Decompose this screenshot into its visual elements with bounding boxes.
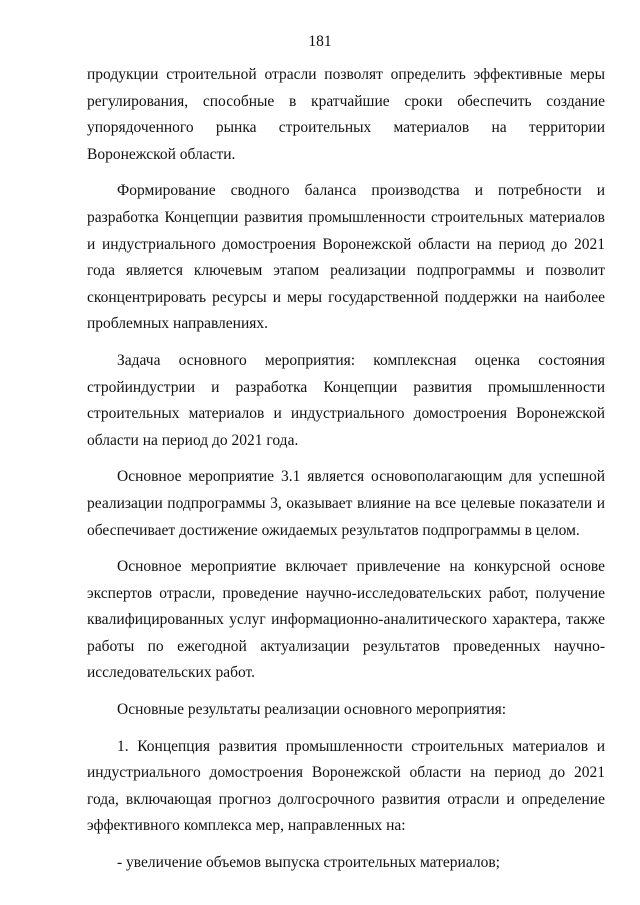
paragraph-measure-3-1: Основное мероприятие 3.1 является основополагающим для успешной реализации подпрограммы 3, оказывает влияние на все целевые показатели и обеспечивает достижение ожидаемых результатов подпрограммы в целом. bbox=[87, 468, 605, 539]
paragraph-main-task: Задача основного мероприятия: комплексная оценка состояния стройиндустрии и разработка Концепции развития промышленности строительных материалов и индустриального домостроения Воронежской области на период до 2021 года. bbox=[87, 351, 605, 449]
page-number: 181 bbox=[308, 33, 332, 50]
list-item-increase-output: - увеличение объемов выпуска строительных материалов; bbox=[117, 854, 500, 872]
document-body bbox=[87, 62, 605, 877]
list-item-concept: 1. Концепция развития промышленности строительных материалов и индустриального домостроения Воронежской области на период до 2021 года, включающая прогноз долгосрочного развития отрасли и определение эффективного комплекса мер, направленных на: bbox=[87, 737, 605, 835]
paragraph-balance-formation: Формирование сводного баланса производства и потребности и разработка Концепции развития промышленности строительных материалов и индустриального домостроения Воронежской области на период до 2021 года является ключевым этапом реализации подпрограммы и позволит сконцентрировать ресурсы и меры государственной поддержки на наиболее проблемных направлениях. bbox=[87, 182, 605, 333]
paragraph-continuation: продукции строительной отрасли позволят определить эффективные меры регулирования, способные в кратчайшие сроки обеспечить создание упорядоченного рынка строительных материалов на территории Воронежской области. bbox=[87, 66, 605, 163]
paragraph-results-heading: Основные результаты реализации основного мероприятия: bbox=[117, 701, 507, 719]
paragraph-measure-includes: Основное мероприятие включает привлечение на конкурсной основе экспертов отрасли, проведение научно-исследовательских работ, получение квалифицированных услуг информационно-аналитического характера, также работы по ежегодной актуализации результатов проведенных научно-исследовательских работ. bbox=[87, 558, 605, 682]
